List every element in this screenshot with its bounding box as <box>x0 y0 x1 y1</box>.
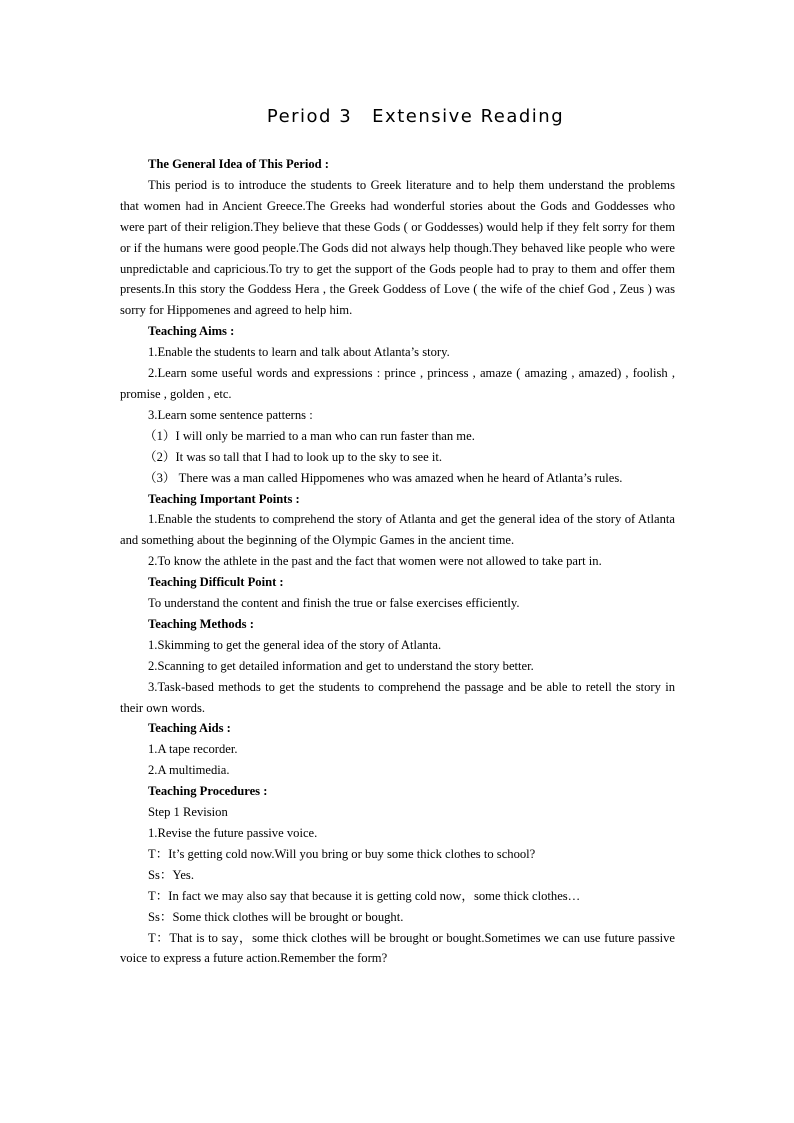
aims-subitem: （3） There was a man called Hippomenes who was amazed when he heard of Atlanta’s rules. <box>144 470 623 485</box>
heading-general-idea: The General Idea of This Period : <box>148 157 329 171</box>
important-item: 2.To know the athlete in the past and the fact that women were not allowed to take part in. <box>148 554 602 569</box>
title-topic: Extensive Reading <box>372 106 565 127</box>
methods-item: 3.Task-based methods to get the students to comprehend the passage and be able to retell the story in their own words. <box>120 679 675 715</box>
heading-teaching-aims: Teaching Aims : <box>148 324 235 339</box>
heading-important-points: Teaching Important Points : <box>148 491 300 506</box>
dialogue-line: T：That is to say，some thick clothes will be brought or bought.Sometimes we can use future passive voice to express a future action.Remember the form? <box>120 930 675 966</box>
dialogue-line: Ss：Yes. <box>148 867 194 882</box>
dialogue-line: Ss：Some thick clothes will be brought or bought. <box>148 909 404 924</box>
heading-difficult-point: Teaching Difficult Point : <box>148 575 284 590</box>
heading-teaching-methods: Teaching Methods : <box>148 616 254 631</box>
aids-item: 2.A multimedia. <box>148 763 230 778</box>
aids-item: 1.A tape recorder. <box>148 742 238 757</box>
dialogue-line: T：In fact we may also say that because it is getting cold now，some thick clothes… <box>148 888 581 903</box>
methods-item: 1.Skimming to get the general idea of the story of Atlanta. <box>148 637 442 652</box>
aims-subitem: （2）It was so tall that I had to look up to the sky to see it. <box>144 449 443 464</box>
page-title <box>156 104 675 130</box>
heading-teaching-procedures: Teaching Procedures : <box>148 784 268 799</box>
title-period: Period 3 <box>266 106 353 127</box>
important-item: 1.Enable the students to comprehend the story of Atlanta and get the general idea of the story of Atlanta and something about the beginning of the Olympic Games in the ancient time. <box>120 512 675 548</box>
aims-item: 1.Enable the students to learn and talk about Atlanta’s story. <box>148 345 450 360</box>
procedure-item: 1.Revise the future passive voice. <box>148 826 318 840</box>
methods-item: 2.Scanning to get detailed information and get to understand the story better. <box>148 658 534 673</box>
aims-item: 2.Learn some useful words and expressions : prince , princess , amaze ( amazing , amazed) , foolish , promise , golden , etc. <box>120 366 675 401</box>
document-body <box>120 154 675 969</box>
procedure-step: Step 1 Revision <box>148 805 228 820</box>
difficult-item: To understand the content and finish the true or false exercises efficiently. <box>148 596 520 611</box>
dialogue-line: T：It’s getting cold now.Will you bring or buy some thick clothes to school? <box>148 846 536 861</box>
general-idea-text: This period is to introduce the students to Greek literature and to help them understand the problems that women had in Ancient Greece.The Greeks had wonderful stories about the Gods and Goddesses who were part of their religion.They believe that these Gods ( or Goddesses) would help if they felt sorry for them or if the humans were good people.The Gods did not always help though.They behaved like people who were unpredictable and capricious.To try to get the support of the Gods people had to pray to them and offer them presents.In this story the Goddess Hera , the Greek Goddess of Love ( the wife of the chief God , Zeus ) was sorry for Hippomenes and agreed to help him. <box>120 177 675 318</box>
aims-item: 3.Learn some sentence patterns : <box>148 407 313 422</box>
aims-subitem: （1）I will only be married to a man who can run faster than me. <box>144 428 475 443</box>
heading-teaching-aids: Teaching Aids : <box>148 721 231 736</box>
